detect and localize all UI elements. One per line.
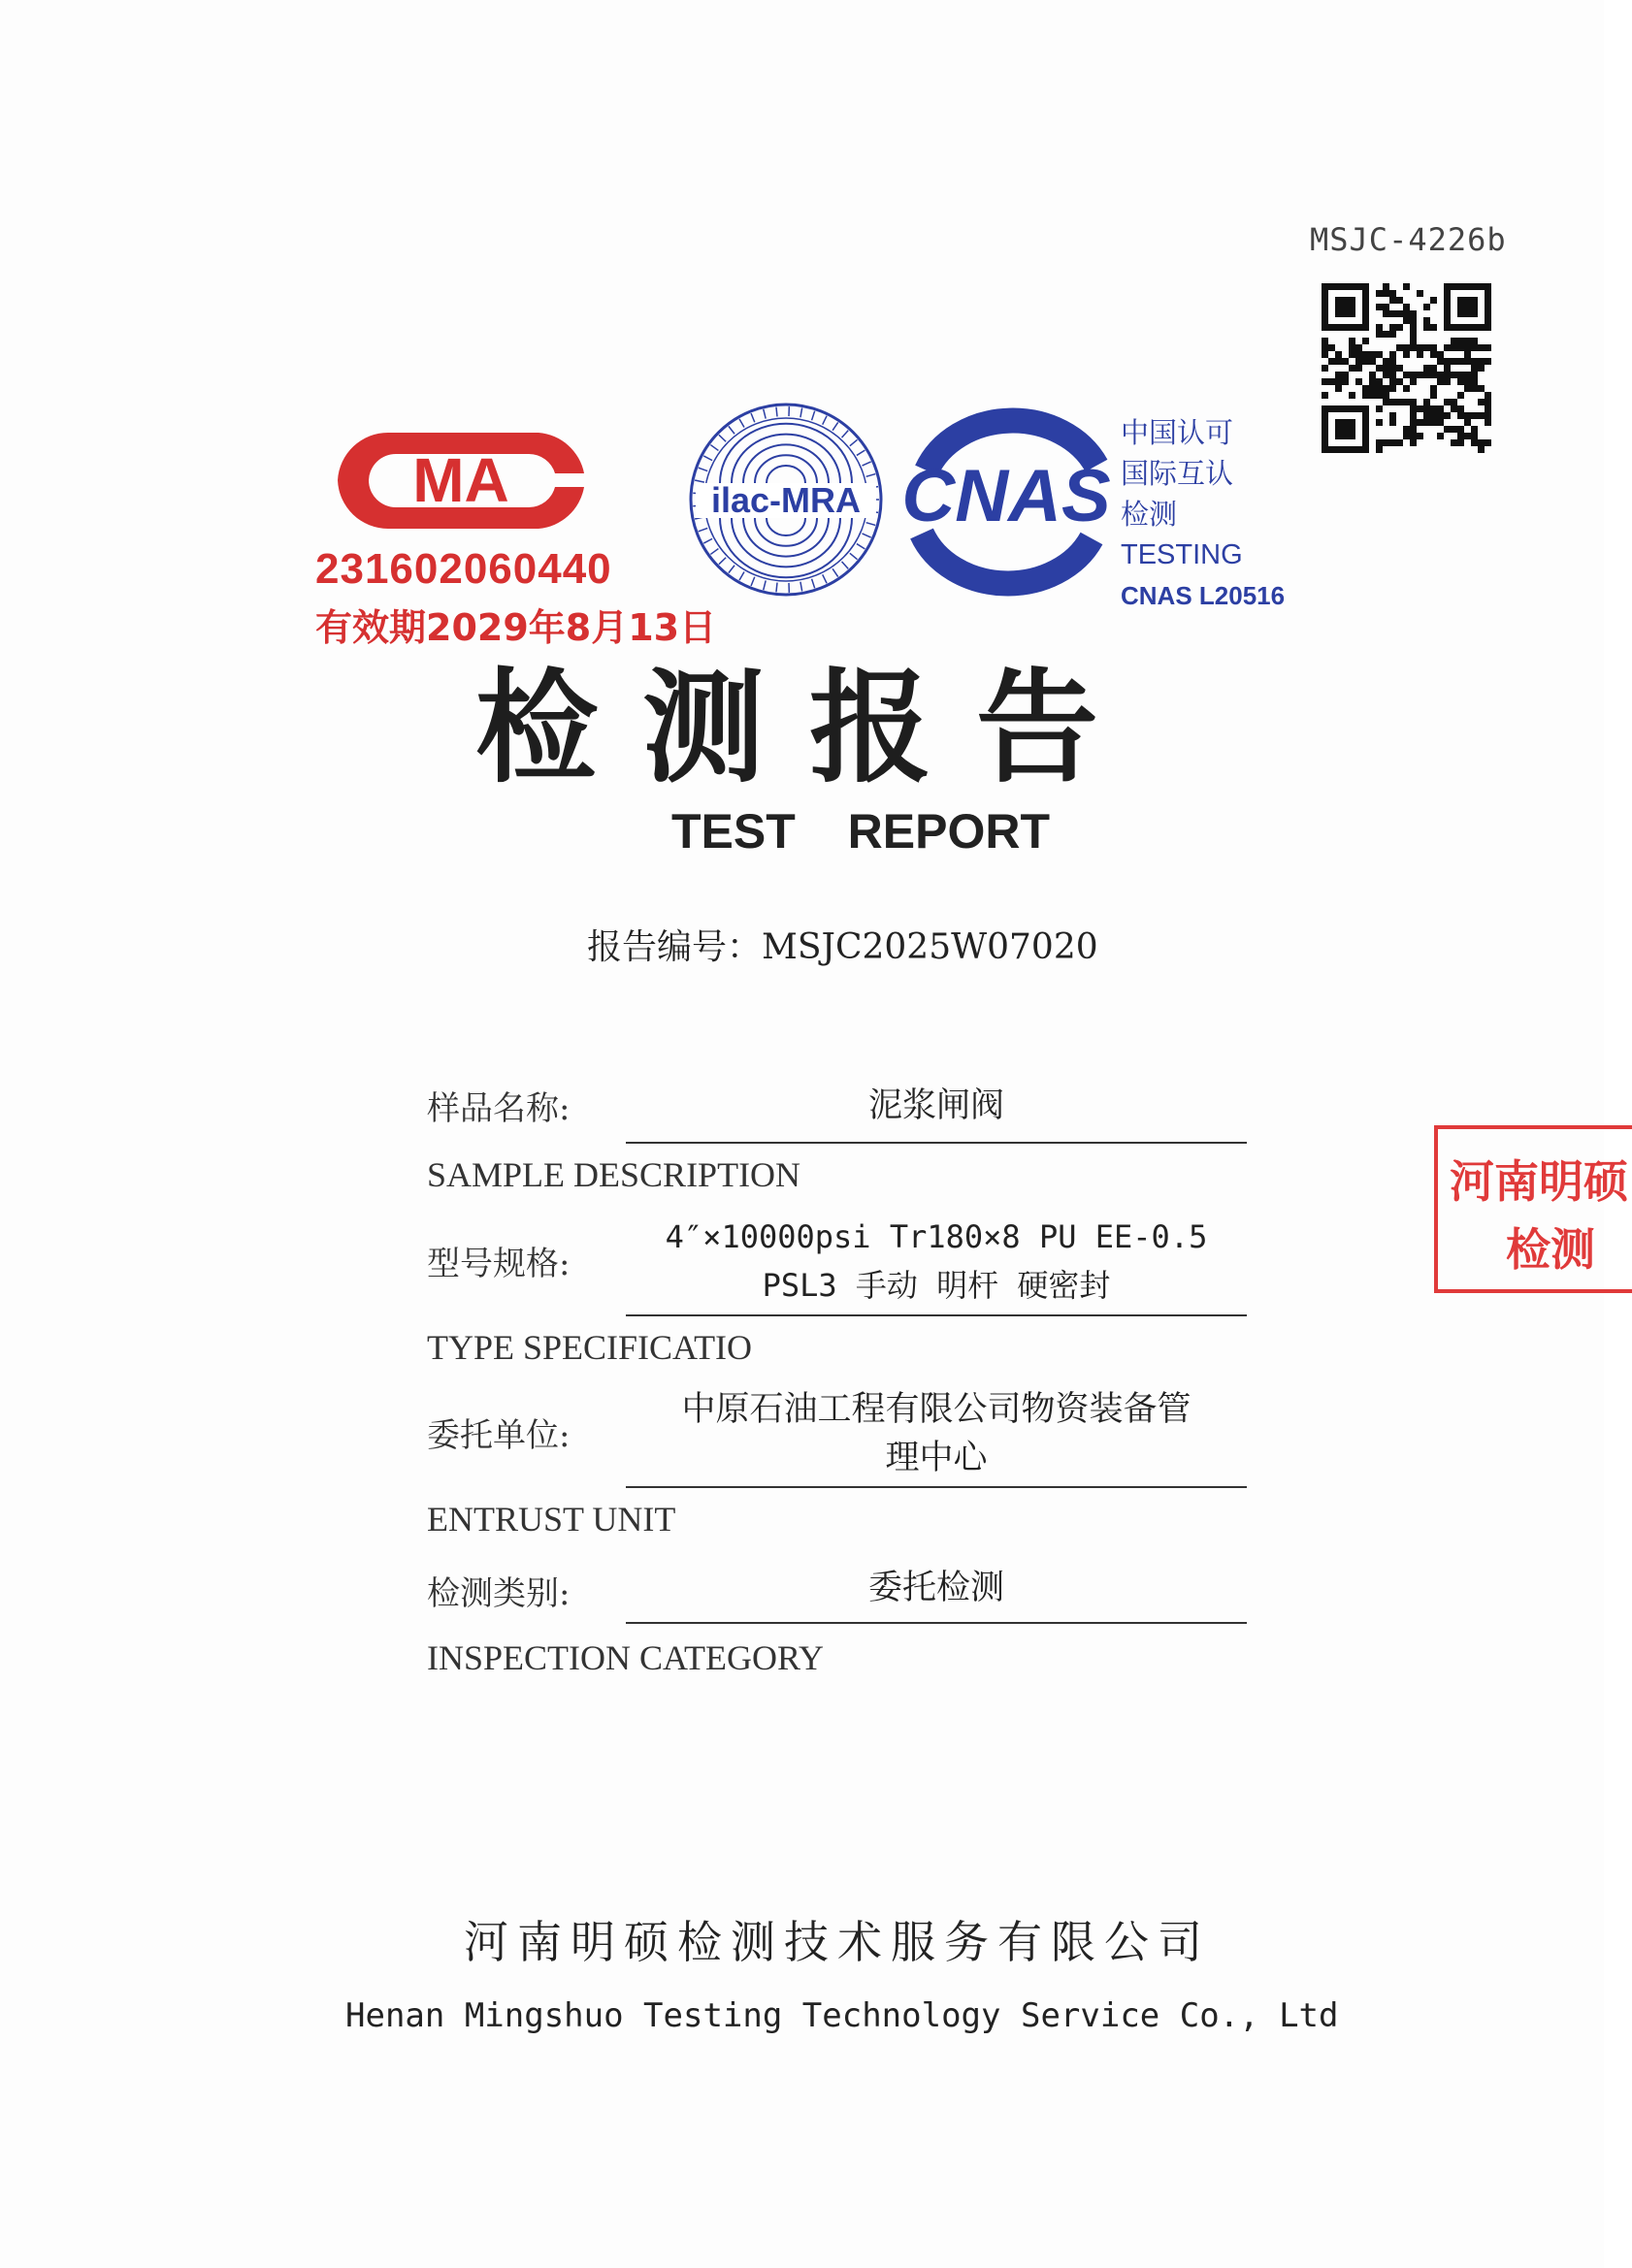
qr-code-icon bbox=[1322, 283, 1491, 453]
report-number: 报告编号：MSJC2025W07020 bbox=[587, 927, 1098, 967]
cma-validity-date: 有效期2029年8月13日 bbox=[315, 606, 717, 649]
cnas-logo bbox=[888, 412, 1126, 592]
category-underline bbox=[626, 1622, 1247, 1624]
report-title-en: TEST REPORT bbox=[671, 804, 1051, 859]
category-value: 委托检测 bbox=[867, 1569, 1004, 1607]
cma-logo bbox=[330, 425, 592, 536]
cnas-line-4: TESTING bbox=[1121, 539, 1243, 570]
company-name-en: Henan Mingshuo Testing Technology Service Co., Ltd bbox=[345, 1996, 1339, 2035]
sample-name-label: 样品名称: bbox=[427, 1089, 571, 1128]
type-spec-label-en: TYPE SPECIFICATIO bbox=[427, 1328, 753, 1367]
cma-mark-text: MA bbox=[412, 445, 509, 515]
company-seal-stamp bbox=[1434, 1125, 1632, 1293]
cnas-accreditation-text bbox=[1121, 412, 1285, 616]
category-label-en: INSPECTION CATEGORY bbox=[427, 1638, 825, 1677]
type-spec-underline bbox=[626, 1314, 1247, 1316]
type-spec-label: 型号规格: bbox=[427, 1245, 571, 1283]
cnas-line-3: 检测 bbox=[1121, 498, 1178, 531]
company-name-cn: 河南明硕检测技术服务有限公司 bbox=[464, 1916, 1211, 1968]
sample-name-value: 泥浆闸阀 bbox=[867, 1086, 1004, 1125]
cnas-line-2: 国际互认 bbox=[1121, 457, 1234, 490]
entrust-unit-label-en: ENTRUST UNIT bbox=[427, 1500, 676, 1539]
stamp-line-2: 检测 bbox=[1506, 1223, 1595, 1276]
stamp-line-1: 河南明硕 bbox=[1450, 1155, 1628, 1208]
ilac-mark-text: ilac-MRA bbox=[710, 480, 862, 520]
category-label: 检测类别: bbox=[427, 1574, 571, 1613]
ilac-mra-logo bbox=[684, 398, 888, 601]
entrust-unit-value-line-2: 理中心 bbox=[885, 1439, 988, 1477]
sample-name-underline bbox=[626, 1142, 1247, 1144]
cnas-mark-text: CNAS bbox=[901, 455, 1111, 537]
entrust-unit-label: 委托单位: bbox=[427, 1416, 571, 1455]
type-spec-value-line-1: 4″×10000psi Tr180×8 PU EE-0.5 bbox=[665, 1218, 1208, 1255]
type-spec-value-line-2: PSL3 手动 明杆 硬密封 bbox=[762, 1267, 1111, 1304]
cnas-line-1: 中国认可 bbox=[1121, 416, 1234, 449]
cma-certificate-number: 231602060440 bbox=[315, 545, 612, 593]
entrust-unit-underline bbox=[626, 1486, 1247, 1488]
entrust-unit-value-line-1: 中原石油工程有限公司物资装备管 bbox=[681, 1390, 1191, 1429]
sample-name-label-en: SAMPLE DESCRIPTION bbox=[427, 1155, 801, 1194]
cnas-accreditation-code: CNAS L20516 bbox=[1121, 581, 1286, 610]
document-code: MSJC-4226b bbox=[1310, 221, 1507, 258]
report-title-cn: 检测报告 bbox=[475, 656, 1143, 799]
